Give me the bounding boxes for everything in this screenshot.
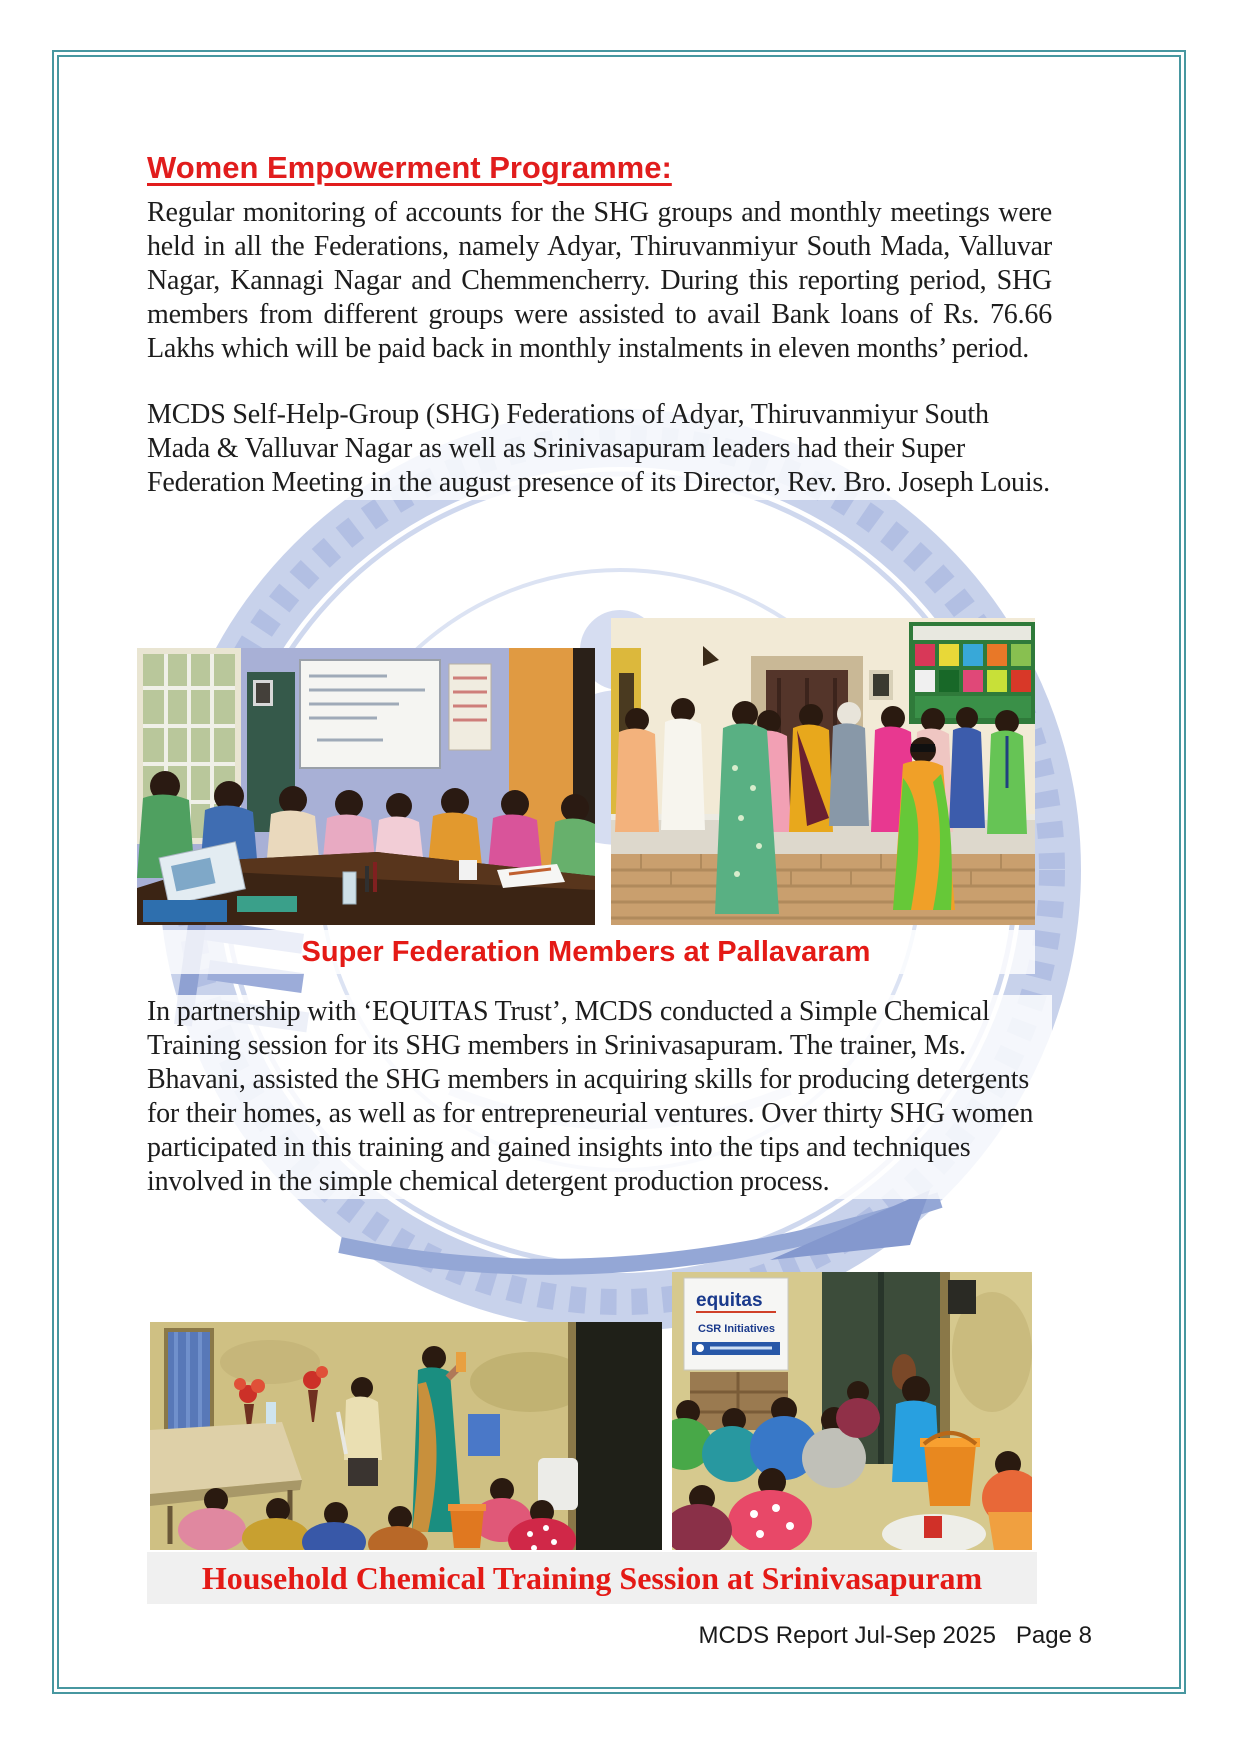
photo-super-federation-group (611, 618, 1035, 925)
photo-4-scene (672, 1272, 1032, 1550)
photo-3-scene (150, 1322, 662, 1550)
photo-chemical-training-right (672, 1272, 1032, 1550)
photo-chemical-training-left (150, 1322, 662, 1550)
caption-pallavaram: Super Federation Members at Pallavaram (301, 935, 871, 968)
equitas-banner (684, 1278, 788, 1370)
standing-women-back-row (615, 698, 1027, 834)
paragraph-super-federation: MCDS Self-Help-Group (SHG) Federations of Adyar, Thiruvanmiyur South Mada & Valluvar Nagar as well as Srinivasapuram leaders had their Super Federation Meeting in the august presence of its Director, Rev. Bro. Joseph Louis. (147, 398, 1052, 500)
photo-2-scene (611, 618, 1035, 925)
report-footer: MCDS Report Jul-Sep 2025 Page 8 (698, 1622, 1092, 1649)
paragraph-equitas-training: In partnership with ‘EQUITAS Trust’, MCDS conducted a Simple Chemical Training session for its SHG members in Srinivasapuram. The trainer, Ms. Bhavani, assisted the SHG members in acquiring skills for producing detergents for their homes, as well as for entrepreneurial ventures. Over thirty SHG women participated in this training and gained insights into the tips and techniques involved in the simple chemical detergent production process. (147, 995, 1052, 1199)
equitas-banner-title: equitas (696, 1290, 763, 1311)
caption-band-srinivasapuram (147, 1552, 1037, 1604)
photo-super-federation-indoor (137, 648, 595, 925)
caption-band-pallavaram (137, 930, 1035, 974)
caption-srinivasapuram: Household Chemical Training Session at Srinivasapuram (201, 1559, 983, 1596)
paragraph-monitoring: Regular monitoring of accounts for the SHG groups and monthly meetings were held in all the Federations, namely Adyar, Thiruvanmiyur South Mada, Valluvar Nagar, Kannagi Nagar and Chemmencherry. During this reporting period, SHG members from different groups were assisted to avail Bank loans of Rs. 76.66 Lakhs which will be paid back in monthly instalments in eleven months’ period. (147, 197, 1052, 364)
equitas-banner-subtitle: CSR Initiatives (698, 1323, 776, 1335)
page-title: Women Empowerment Programme: (147, 150, 1050, 186)
photo-1-scene (137, 648, 595, 925)
